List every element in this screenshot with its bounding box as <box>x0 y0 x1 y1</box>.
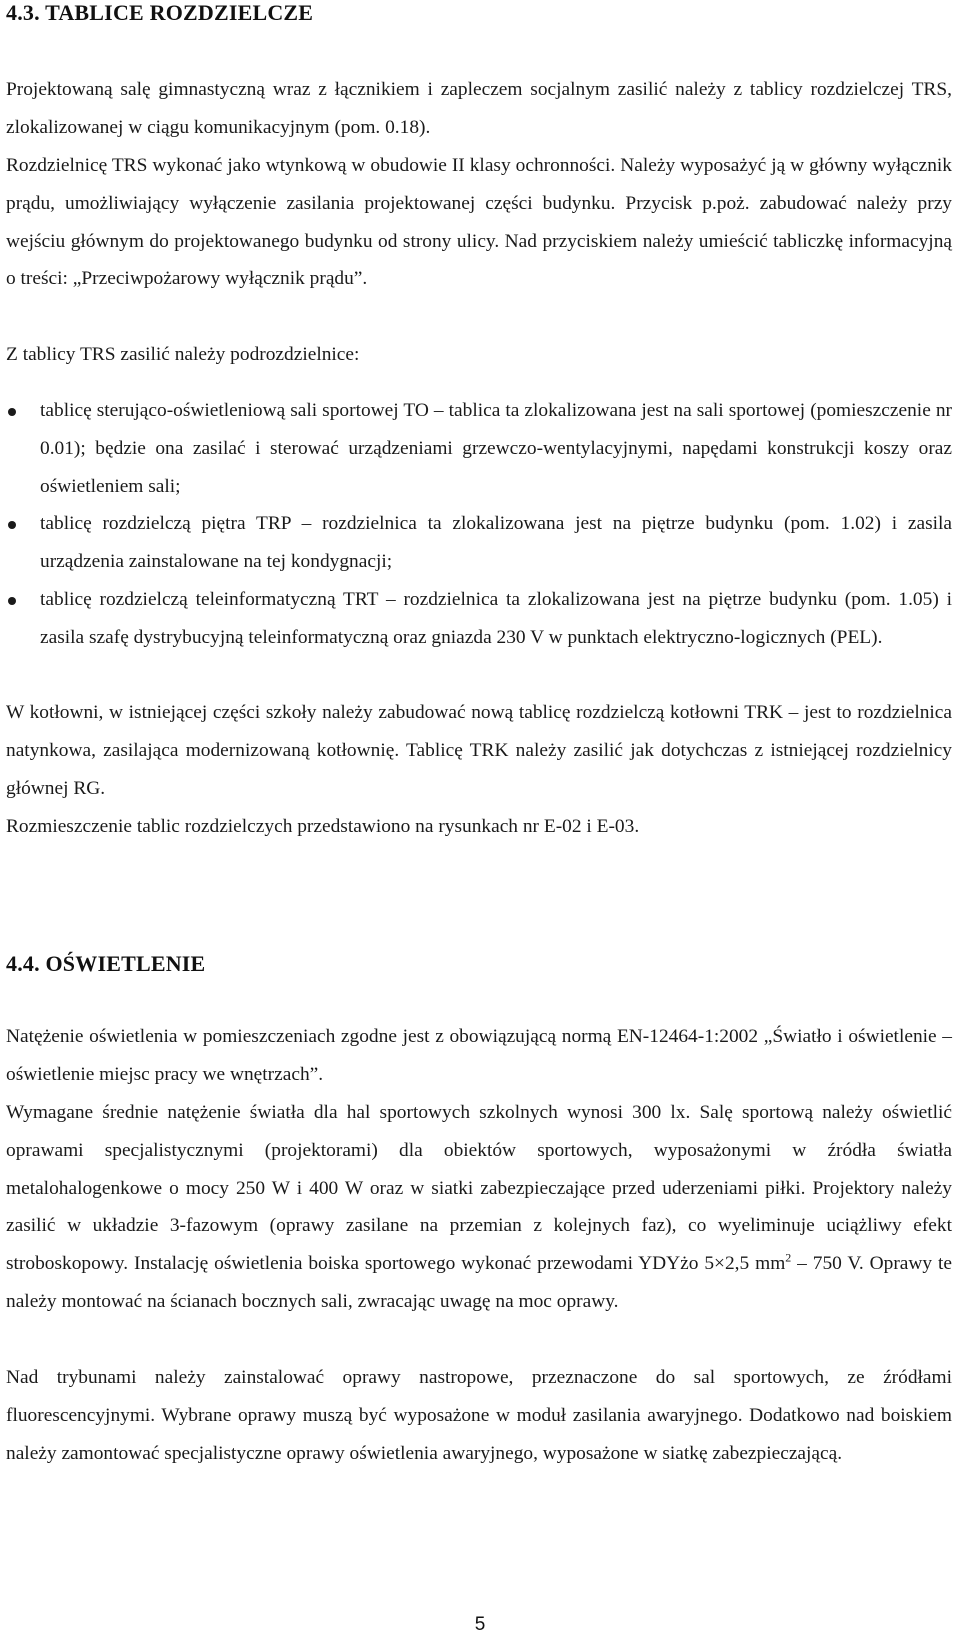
page-number: 5 <box>474 1614 486 1635</box>
list-item-text: tablicę rozdzielczą piętra TRP – rozdzielnica ta zlokalizowana jest na piętrze budynku (pom. 1.02) i zasila urządzenia zainstalowane na tej kondygnacji; <box>40 513 952 573</box>
paragraph-rozmieszczenie: Rozmieszczenie tablic rozdzielczych przedstawiono na rysunkach nr E-02 i E-03. <box>6 816 640 837</box>
paragraph-text-part: Wymagane średnie natężenie światła dla hal sportowych szkolnych wynosi 300 lx. Salę sportową należy oświetlić oprawami specjalistycznymi (projektorami) dla obiektów sportowych, wyposażonymi w źródła światła metalohalogenkowe o mocy 250 W i 400 W oraz w siatki zabezpieczające przed uderzeniami piłki. Projektory należy zasilić w układzie 3-fazowym (oprawy zasilane na przemian z kolejnych faz), co wyeliminuje uciążliwy efekt stroboskopowy. Instalację oświetlenia boiska sportowego wykonać przewodami YDYżo 5×2,5 mm <box>6 1102 952 1275</box>
list-item-tablica-trt <box>6 581 952 657</box>
superscript: 2 <box>785 1250 792 1265</box>
podrozdzielnice-list <box>6 392 952 657</box>
list-item-tablica-trp <box>6 505 952 581</box>
section-heading-tablice-rozdzielcze: 4.3. TABLICE ROZDZIELCZE <box>6 0 314 25</box>
paragraph-podrozdzielnice-intro: Z tablicy TRS zasilić należy podrozdzielnice: <box>6 344 360 365</box>
list-item-text: tablicę sterująco-oświetleniową sali sportowej TO – tablica ta zlokalizowana jest na sali sportowej (pomieszczenie nr 0.01); będzie ona zasilać i sterować urządzeniami grzewczo-wentylacyjnymi, napędami konstrukcji koszy oraz oświetleniem sali; <box>40 400 952 497</box>
bullet-icon <box>8 597 16 605</box>
paragraph-oswietlenie-sali <box>6 1094 952 1321</box>
paragraph-zasilanie-sali: Projektowaną salę gimnastyczną wraz z łącznikiem i zapleczem socjalnym zasilić należy z tablicy rozdzielczej TRS, zlokalizowanej w ciągu komunikacyjnym (pom. 0.18). <box>6 79 952 138</box>
paragraph-text-part: – 750 V. Oprawy te należy montować na ścianach bocznych sali, zwracając uwagę na moc oprawy. <box>6 1253 952 1312</box>
bullet-icon <box>8 521 16 529</box>
list-item-tablica-to <box>6 392 952 505</box>
section-heading-oswietlenie: 4.4. OŚWIETLENIE <box>6 951 206 976</box>
paragraph-tablica-trk: W kotłowni, w istniejącej części szkoły należy zabudować nową tablicę rozdzielczą kotłowni TRK – jest to rozdzielnica natynkowa, zasilająca modernizowaną kotłownię. Tablicę TRK należy zasilić jak dotychczas z istniejącej rozdzielnicy głównej RG. <box>6 702 952 799</box>
bullet-icon <box>8 408 16 416</box>
list-item-text: tablicę rozdzielczą teleinformatyczną TRT – rozdzielnica ta zlokalizowana jest na piętrze budynku (pom. 1.05) i zasila szafę dystrybucyjną teleinformatyczną oraz gniazda 230 V w punktach elektryczno-logicznych (PEL). <box>40 588 952 648</box>
paragraph-oswietlenie-trybun: Nad trybunami należy zainstalować oprawy nastropowe, przeznaczone do sal sportowych, ze źródłami fluorescencyjnymi. Wybrane oprawy muszą być wyposażone w moduł zasilania awaryjnego. Dodatkowo nad boiskiem należy zamontować specjalistyczne oprawy oświetlenia awaryjnego, wyposażone w siatkę zabezpieczającą. <box>6 1367 952 1464</box>
paragraph-rozdzielnica-trs: Rozdzielnicę TRS wykonać jako wtynkową w obudowie II klasy ochronności. Należy wyposażyć ją w główny wyłącznik prądu, umożliwiający wyłączenie zasilania projektowanej części budynku. Przycisk p.poż. zabudować należy przy wejściu głównym do projektowanego budynku od strony ulicy. Nad przyciskiem należy umieścić tabliczkę informacyjną o treści: „Przeciwpożarowy wyłącznik prądu”. <box>6 155 952 290</box>
paragraph-norma-oswietlenia: Natężenie oświetlenia w pomieszczeniach zgodne jest z obowiązującą normą EN-12464-1:2002 „Światło i oświetlenie – oświetlenie miejsc pracy we wnętrzach”. <box>6 1026 952 1085</box>
